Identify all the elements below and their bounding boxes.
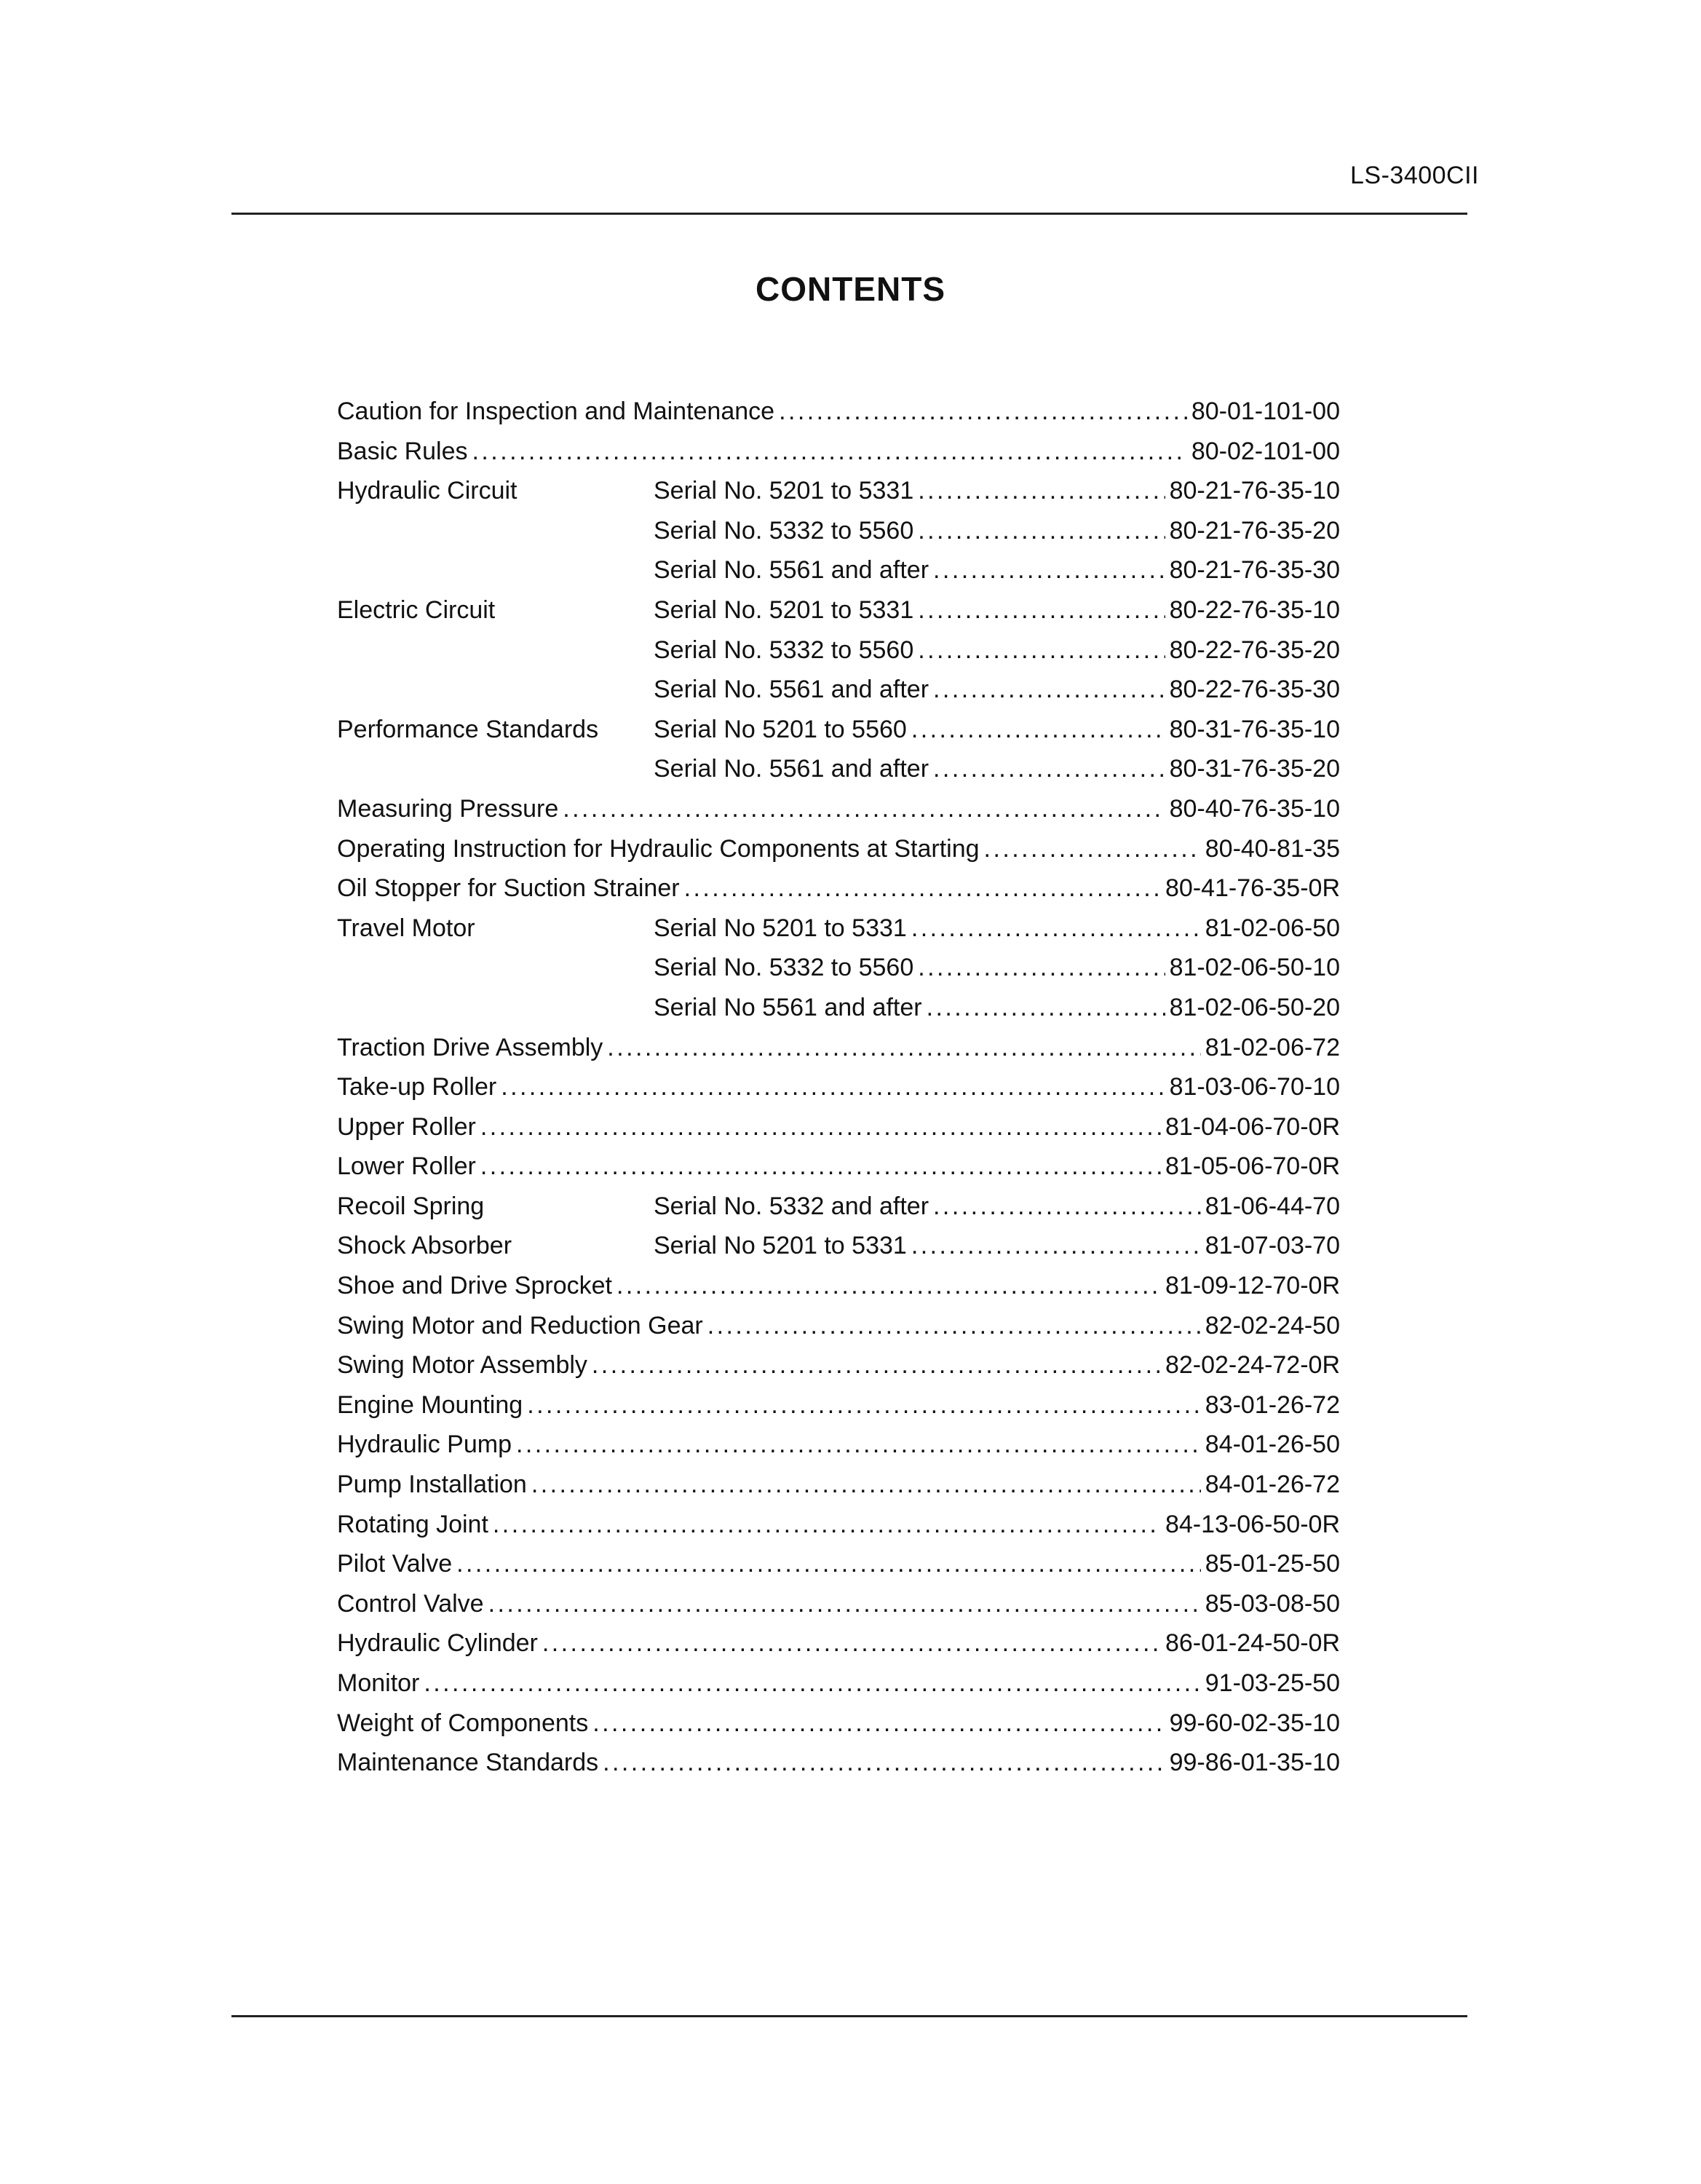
dot-leader [527,1385,1201,1425]
table-of-contents [337,392,1340,1783]
toc-serial-range: Serial No. 5332 to 5560 [654,954,914,982]
toc-row [337,1663,1340,1704]
toc-title: Swing Motor Assembly [337,1351,587,1380]
toc-row [337,590,1340,630]
toc-row [337,1425,1340,1465]
toc-row [337,1704,1340,1744]
top-divider [231,213,1467,215]
toc-section-code: 81-03-06-70-10 [1169,1073,1340,1101]
toc-title: Basic Rules [337,437,468,465]
toc-row [337,1345,1340,1385]
toc-row [337,511,1340,551]
toc-section-code: 86-01-24-50-0R [1165,1629,1340,1658]
toc-section-code: 80-31-76-35-10 [1169,715,1340,743]
dot-leader [456,1544,1201,1583]
toc-serial-range: Serial No 5201 to 5560 [654,715,907,743]
toc-row [337,1623,1340,1663]
toc-row [337,1743,1340,1783]
toc-serial-range: Serial No. 5561 and after [654,755,929,783]
toc-row [337,710,1340,750]
toc-section-code: 82-02-24-50 [1205,1311,1340,1340]
toc-title: Rotating Joint [337,1510,488,1538]
dot-leader [918,471,1165,510]
toc-section-code: 81-05-06-70-0R [1165,1152,1340,1181]
toc-title: Upper Roller [337,1112,476,1141]
toc-serial-range: Serial No. 5561 and after [654,556,929,585]
toc-section-code: 81-04-06-70-0R [1165,1112,1340,1141]
toc-section-code: 80-40-76-35-10 [1169,794,1340,823]
dot-leader [911,710,1165,749]
toc-row [337,1226,1340,1266]
dot-leader [488,1584,1201,1623]
toc-serial-range: Serial No. 5332 to 5560 [654,516,914,545]
toc-serial-range: Serial No 5561 and after [654,993,922,1021]
dot-leader [918,590,1165,630]
toc-row [337,670,1340,710]
dot-leader [603,1743,1165,1782]
dot-leader [493,1505,1161,1544]
toc-row [337,1028,1340,1068]
toc-title: Performance Standards [337,715,599,743]
toc-title: Electric Circuit [337,596,496,624]
toc-section-code: 85-03-08-50 [1205,1589,1340,1618]
dot-leader [918,511,1165,550]
dot-leader [607,1028,1200,1067]
dot-leader [918,630,1165,670]
toc-serial-range: Serial No 5201 to 5331 [654,914,907,942]
toc-row [337,1067,1340,1107]
dot-leader [531,1465,1201,1504]
toc-section-code: 80-21-76-35-20 [1169,516,1340,545]
toc-section-code: 81-06-44-70 [1205,1192,1340,1220]
dot-leader [933,670,1165,709]
dot-leader [592,1345,1161,1385]
dot-leader [779,392,1187,431]
toc-section-code: 83-01-26-72 [1205,1390,1340,1419]
toc-row [337,1584,1340,1624]
toc-title: Swing Motor and Reduction Gear [337,1311,703,1340]
toc-section-code: 80-02-101-00 [1191,437,1340,465]
toc-row [337,550,1340,590]
toc-section-code: 80-22-76-35-10 [1169,596,1340,624]
toc-section-code: 80-21-76-35-30 [1169,556,1340,585]
toc-section-code: 80-21-76-35-10 [1169,477,1340,505]
toc-row [337,749,1340,789]
page-title: CONTENTS [756,270,945,308]
toc-section-code: 82-02-24-72-0R [1165,1351,1340,1380]
dot-leader [911,909,1201,948]
dot-leader [501,1067,1165,1107]
toc-title: Control Valve [337,1589,484,1618]
toc-title: Shoe and Drive Sprocket [337,1272,612,1300]
toc-row [337,948,1340,988]
dot-leader [984,829,1201,869]
toc-title: Engine Mounting [337,1390,523,1419]
toc-title: Measuring Pressure [337,794,559,823]
toc-row [337,432,1340,472]
dot-leader [918,948,1165,987]
toc-title: Monitor [337,1669,420,1697]
toc-section-code: 99-86-01-35-10 [1169,1749,1340,1777]
toc-title: Travel Motor [337,914,475,942]
toc-row [337,1147,1340,1187]
toc-section-code: 80-40-81-35 [1205,834,1340,863]
toc-row [337,1465,1340,1505]
toc-section-code: 85-01-25-50 [1205,1550,1340,1578]
dot-leader [933,1187,1201,1226]
dot-leader [516,1425,1201,1464]
dot-leader [933,749,1165,788]
dot-leader [563,789,1165,828]
toc-serial-range: Serial No 5201 to 5331 [654,1232,907,1260]
dot-leader [684,869,1161,908]
toc-row [337,1505,1340,1545]
dot-leader [472,432,1187,471]
toc-section-code: 81-02-06-50 [1205,914,1340,942]
toc-title: Pump Installation [337,1471,527,1499]
toc-title: Oil Stopper for Suction Strainer [337,874,680,903]
toc-section-code: 81-09-12-70-0R [1165,1272,1340,1300]
toc-serial-range: Serial No. 5332 and after [654,1192,929,1220]
dot-leader [480,1147,1161,1186]
toc-row [337,829,1340,869]
toc-section-code: 84-13-06-50-0R [1165,1510,1340,1538]
toc-section-code: 84-01-26-72 [1205,1471,1340,1499]
dot-leader [911,1226,1201,1265]
dot-leader [424,1663,1200,1703]
bottom-divider [231,2015,1467,2017]
dot-leader [542,1623,1161,1663]
toc-section-code: 81-02-06-50-10 [1169,954,1340,982]
toc-title: Shock Absorber [337,1232,512,1260]
toc-title: Lower Roller [337,1152,476,1181]
toc-title: Hydraulic Pump [337,1431,512,1459]
toc-title: Hydraulic Circuit [337,477,518,505]
toc-section-code: 99-60-02-35-10 [1169,1709,1340,1737]
toc-section-code: 80-01-101-00 [1191,397,1340,425]
toc-row [337,1544,1340,1584]
toc-serial-range: Serial No. 5561 and after [654,676,929,704]
dot-leader [927,988,1165,1027]
toc-section-code: 80-22-76-35-30 [1169,676,1340,704]
toc-title: Weight of Components [337,1709,589,1737]
toc-section-code: 80-31-76-35-20 [1169,755,1340,783]
toc-title: Operating Instruction for Hydraulic Components at Starting [337,834,980,863]
dot-leader [592,1704,1165,1743]
toc-title: Caution for Inspection and Maintenance [337,397,775,425]
toc-row [337,1385,1340,1425]
dot-leader [480,1107,1161,1147]
toc-title: Take-up Roller [337,1073,497,1101]
toc-row [337,471,1340,511]
dot-leader [616,1266,1161,1305]
toc-section-code: 80-41-76-35-0R [1165,874,1340,903]
toc-serial-range: Serial No. 5201 to 5331 [654,477,914,505]
toc-title: Pilot Valve [337,1550,453,1578]
toc-row [337,789,1340,829]
document-code: LS-3400CII [1350,162,1479,189]
toc-title: Maintenance Standards [337,1749,599,1777]
toc-title: Hydraulic Cylinder [337,1629,538,1658]
dot-leader [933,550,1165,590]
toc-section-code: 81-02-06-50-20 [1169,993,1340,1021]
dot-leader [707,1306,1201,1345]
toc-row [337,988,1340,1028]
toc-title: Traction Drive Assembly [337,1033,603,1061]
toc-section-code: 91-03-25-50 [1205,1669,1340,1697]
toc-row [337,630,1340,670]
toc-row [337,1266,1340,1306]
toc-serial-range: Serial No. 5332 to 5560 [654,636,914,664]
toc-section-code: 84-01-26-50 [1205,1431,1340,1459]
toc-serial-range: Serial No. 5201 to 5331 [654,596,914,624]
toc-row [337,869,1340,909]
toc-section-code: 81-02-06-72 [1205,1033,1340,1061]
toc-row [337,1187,1340,1227]
toc-row [337,392,1340,432]
toc-section-code: 81-07-03-70 [1205,1232,1340,1260]
toc-title: Recoil Spring [337,1192,485,1220]
toc-row [337,909,1340,949]
toc-section-code: 80-22-76-35-20 [1169,636,1340,664]
toc-row [337,1107,1340,1147]
toc-row [337,1306,1340,1346]
